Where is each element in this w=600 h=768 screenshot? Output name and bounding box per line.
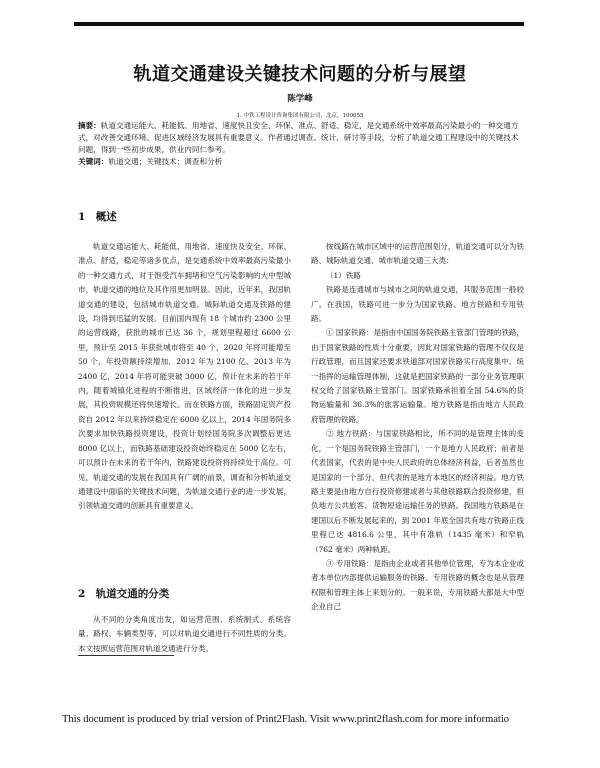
right-paragraph-4: ① 国家铁路：是指由中国国务院铁路主管部门管理的铁路，由于国家铁路的性质十分重要，因此对国家铁路的管理不仅仅是行政管理，而且国家还要求铁道部对国家铁路实行高度集中、统一指挥的运输管理体制，这就是把国家铁路的一部分业务管理职权交给了国家铁路主管部门。国家铁路承担着全国 54.6%的货物运输量和 36.3%的旅客运输量。地方铁路是指由地方人民政府管理的铁路。 (311, 328, 524, 424)
left-column-section-2 (78, 613, 291, 656)
trial-watermark-footer: This document is produced by trial version of Print2Flash. Visit www.print2flash.com for more informatio (62, 714, 510, 725)
right-column (311, 240, 524, 615)
right-paragraph-6: ③ 专用铁路：是指由企业或者其他单位管理，专为本企业或者本单位内部提供运输服务的铁路。专用铁路的概念也是从管理权限和管理主体上来划分的。一般来说，专用铁路大都是大中型企业自己 (311, 558, 524, 612)
section-2-paragraph: 从不同的分类角度出发，如运营范围、系统制式、系统容量、路权、车辆类型等，可以对轨道交通进行不同性质的分类。本文按照运营范围对轨道交通进行分类。 (78, 615, 291, 653)
author-name: 陈学峰 (287, 94, 313, 104)
section-1-heading: 1 概述 (78, 211, 117, 223)
section-2-heading: 2 轨道交通的分类 (78, 588, 170, 600)
footnote-rule (78, 655, 174, 656)
abstract-text: 轨道交通运能大、耗能低、用地省、速度快且安全、环保、准点、舒适、稳定，是交通系统中效率最高污染最小的一种交通方式，对改善交通环境、促进区域经济发展具有重要意义。作者通过调查、统计、研讨等手段，分析了轨道交通工程建设中的关键技术问题，得到一些初步成果，供业内同仁参考。 (78, 121, 519, 154)
section-1-paragraph: 轨道交通运能大、耗能低、用地省、速度快及安全、环保、准点、舒适，稳定等诸多优点，是交通系统中效率最高污染最小的一种交通方式，对于饱受汽车拥堵和空气污染影响的大中型城市，轨道交通的地位及其作用更加明显。因此，近年来，我国轨道交通的建设，包括城市轨道交通、城际轨道交通及铁路的建设，均得到迅猛的发展。目前国内现有 18 个城市约 2300 公里的运营线路，获批的城市已达 36 个，规划里程超过 6600 公里，预计至 2015 年获批城市将至 40 个，2020 年将可能增至 50 个，年投资额持续增加，2012 年为 2100 亿、2013 年为 2400 亿，2014 年将可能突破 3000 亿，预计在未来的若干年内，随着城镇化进程的不断推进，区域经济一体化的进一步发展，其投资规模还将快速增长。而在铁路方面，铁路固定资产投资自 2012 年以来持续稳定在 6000 亿以上，2014 年国务院多次要求加快铁路投资建设，投资计划经国务院多次调整后更达 8000 亿以上，而铁路基础建设投资始终稳定在 5000 亿左右，可以预计在未来的若干年内，铁路建设投资将持续处于高位。可见，轨道交通的发展在我国具有广阔的前景，调查和分析轨道交通建设中面临的关键技术问题，为轨道交通行业的进一步发展，引领轨道交通的创新具有重要意义。 (78, 242, 291, 511)
right-paragraph-1: 按线路在城市区域中的运营范围划分，轨道交通可以分为铁路、城际轨道交通、城市轨道交通三大类： (311, 242, 524, 266)
right-paragraph-3: 铁路是连通城市与城市之间的轨道交通，其服务范围一般较广。在我国，铁路可进一步分为国家铁路、地方铁路和专用铁路。 (311, 285, 524, 324)
left-column-section-1 (78, 240, 291, 514)
keywords-label: 关键词： (78, 157, 109, 166)
right-paragraph-5: ② 地方铁路：与国家铁路相比，所不同的是管理主体的变化，一个是国务院铁路主管部门，一个是地方人民政府；前者是代表国家，代表的是中央人民政府的总体经济利益，后者虽然也是国家的一个部分，但代表的是地方本地区的经济利益。地方铁路主要是由地方自行投资修建或者与其他铁路联合投资修建，担负地方公共旅客、货物短途运输任务的铁路。我国地方铁路是在建国以后不断发展起来的，到 2001 年底全国共有地方铁路正线里程已达 4816.6 公里，其中有准轨（1435 毫米）和窄轨（762 毫米）两种轨距。 (311, 429, 524, 554)
paper-title: 轨道交通建设关键技术问题的分析与展望 (133, 64, 467, 85)
keywords-text: 轨道交通；关键技术；调查和分析 (108, 157, 223, 166)
affiliation: 1. 中铁工程设计咨询集团有限公司，北京，100055 (236, 113, 364, 119)
top-rule (74, 22, 524, 26)
abstract-block (78, 120, 523, 168)
right-paragraph-2: （1）铁路 (326, 270, 361, 280)
abstract-label: 摘要： (78, 121, 101, 130)
